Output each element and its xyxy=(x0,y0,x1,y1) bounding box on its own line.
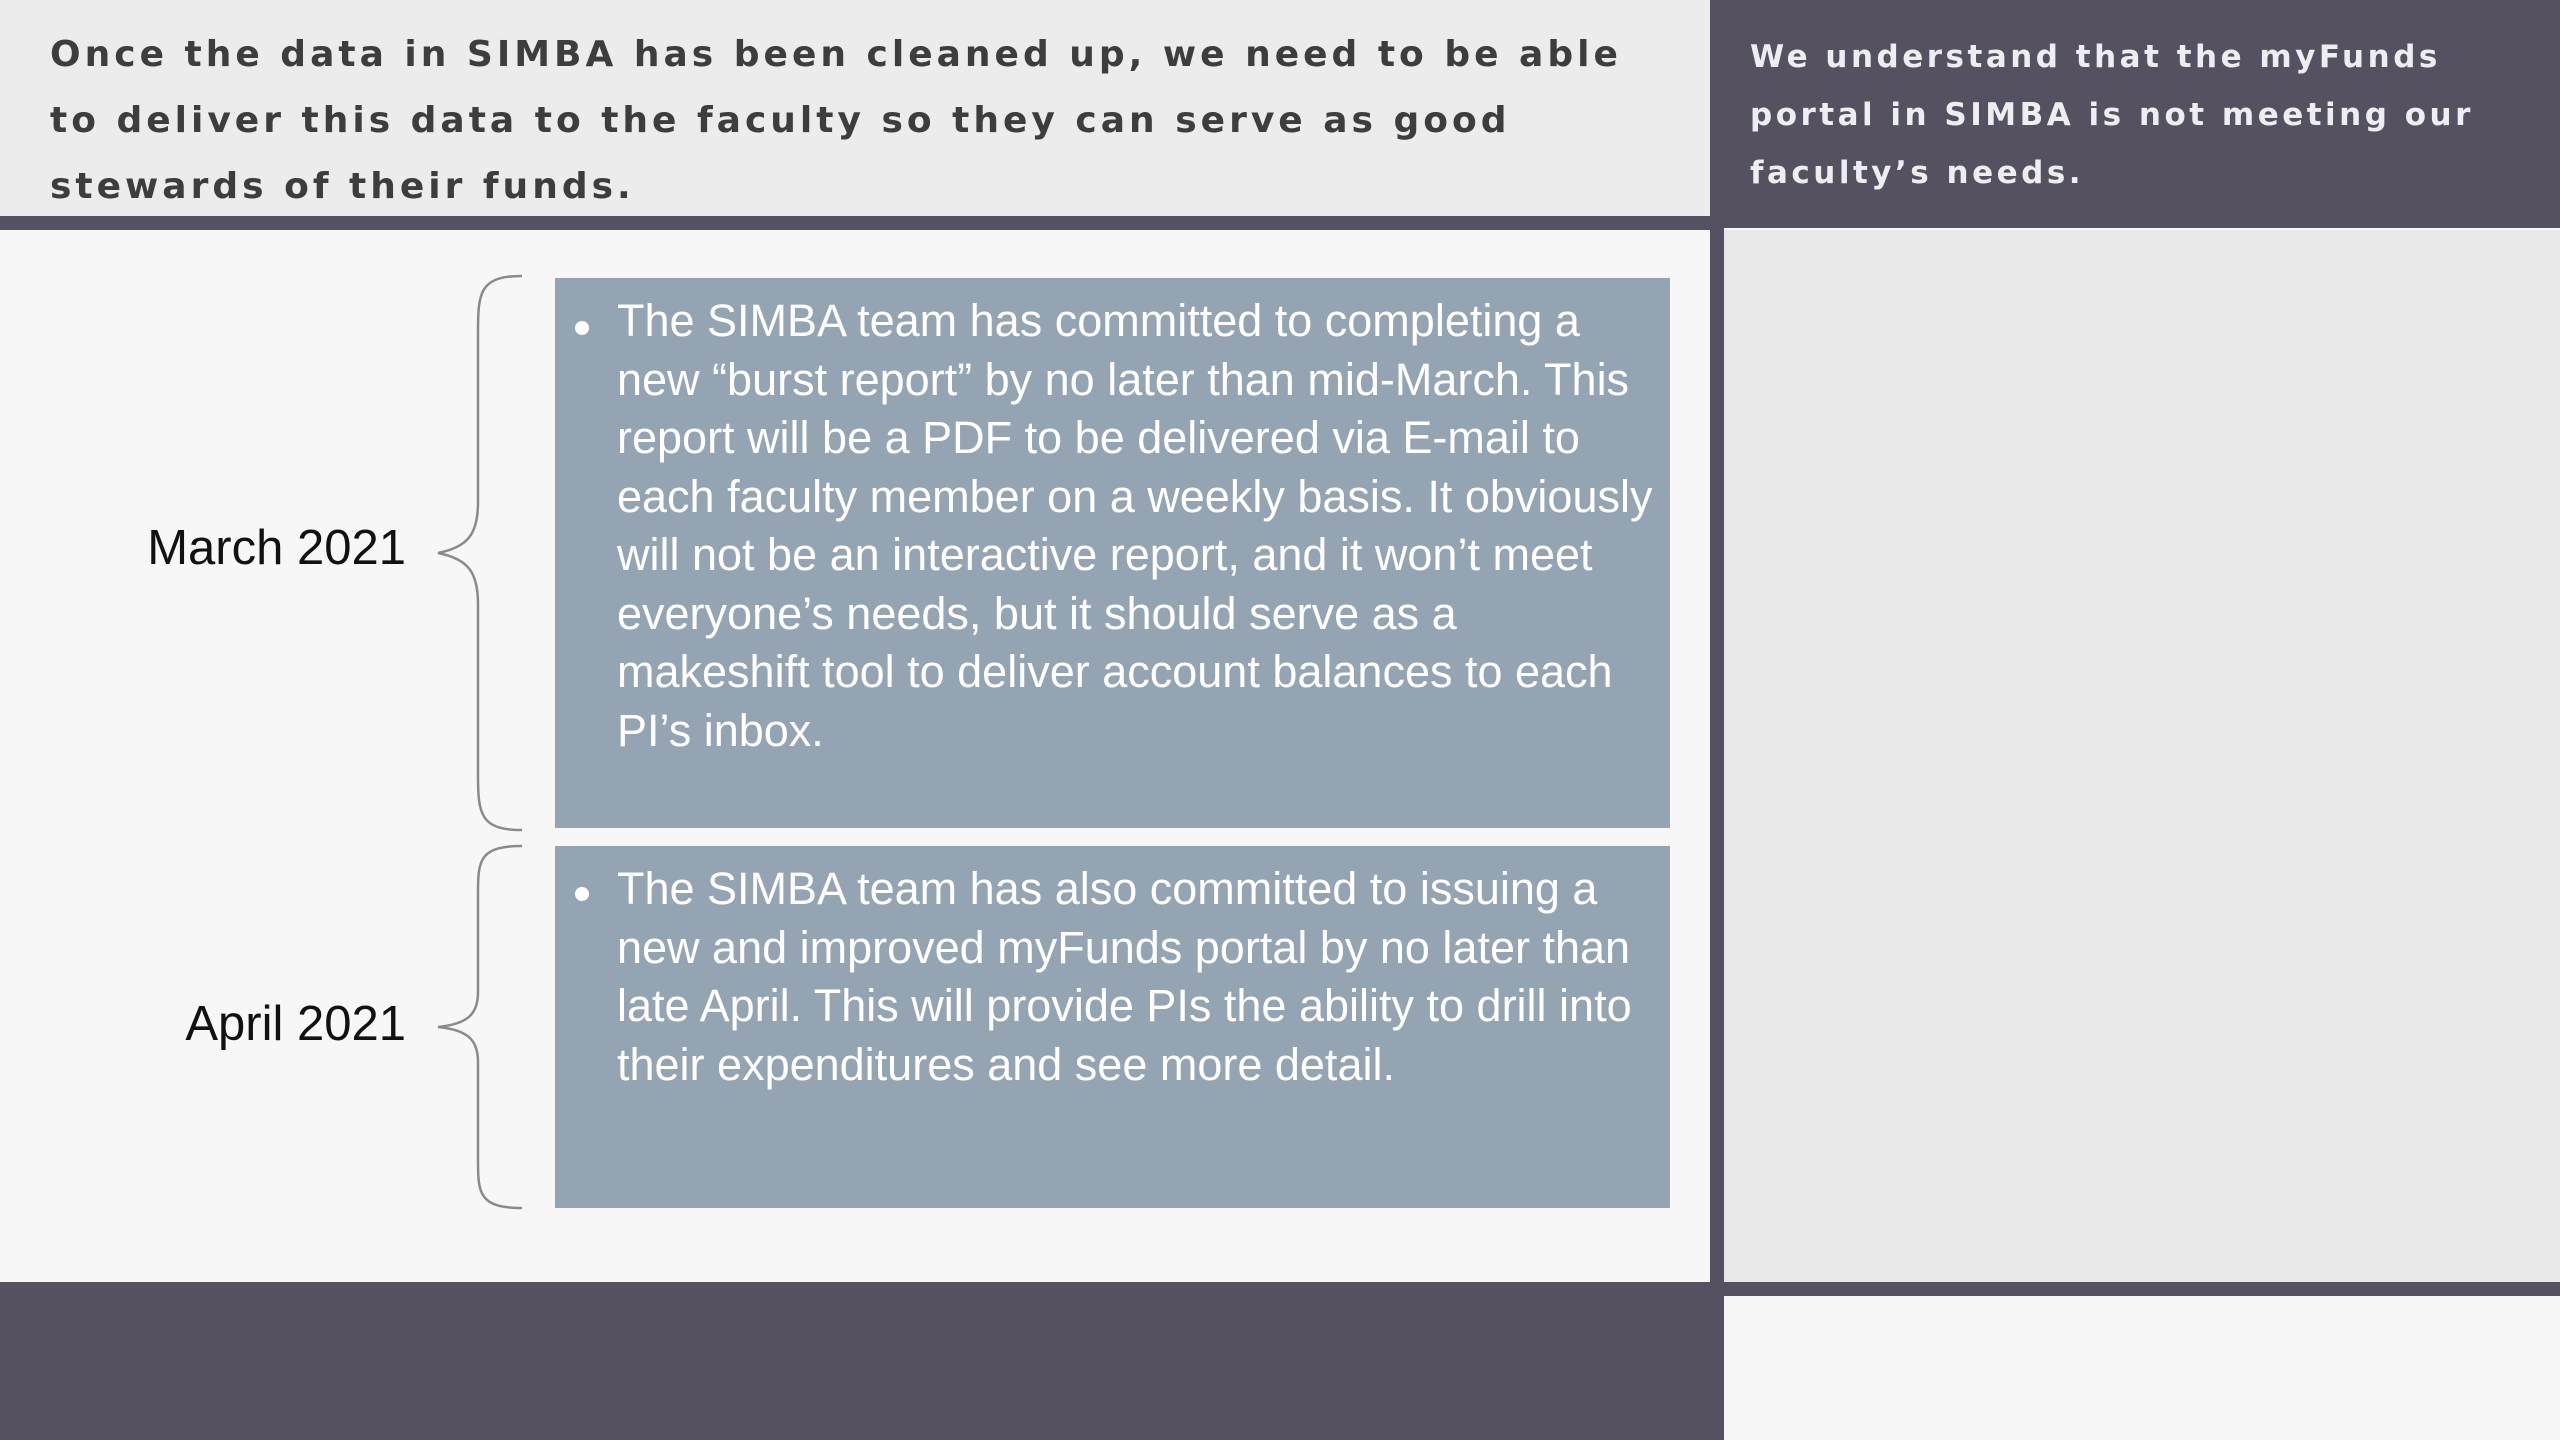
header-divider xyxy=(0,216,1710,230)
sidebar-header-text: We understand that the myFunds portal in SIMBA is not meeting our faculty’s needs. xyxy=(1750,39,2474,191)
timeline-item-box xyxy=(555,846,1670,1208)
timeline-item-box xyxy=(555,278,1670,828)
header-text: Once the data in SIMBA has been cleaned up, we need to be able to deliver this data to the faculty so they can serve as good stewards of their funds. xyxy=(50,34,1622,207)
timeline-period-label: April 2021 xyxy=(185,997,406,1051)
sidebar-panel xyxy=(1724,230,2560,1282)
timeline-period-label: March 2021 xyxy=(147,521,406,575)
curly-brace-icon xyxy=(430,842,540,1212)
bullet-icon xyxy=(575,321,589,335)
vertical-divider xyxy=(1710,228,1724,1440)
bullet-icon xyxy=(575,887,589,901)
footer-band xyxy=(0,1282,1724,1440)
sidebar-footer-panel xyxy=(1724,1296,2560,1440)
curly-brace-icon xyxy=(430,272,540,834)
timeline-item-text: The SIMBA team has committed to completing a new “burst report” by no later than mid-March. This report will be a PDF to be delivered via E-mail to each faculty member on a weekly basis. It obviously will not be an interactive report, and it won’t meet everyone’s needs, but it should serve as a makeshift tool to deliver account balances to each PI’s inbox. xyxy=(617,295,1653,756)
timeline-item-text: The SIMBA team has also committed to issuing a new and improved myFunds portal by no later than late April. This will provide PIs the ability to drill into their expenditures and see more detail. xyxy=(617,863,1632,1090)
sidebar-divider xyxy=(1724,1282,2560,1296)
